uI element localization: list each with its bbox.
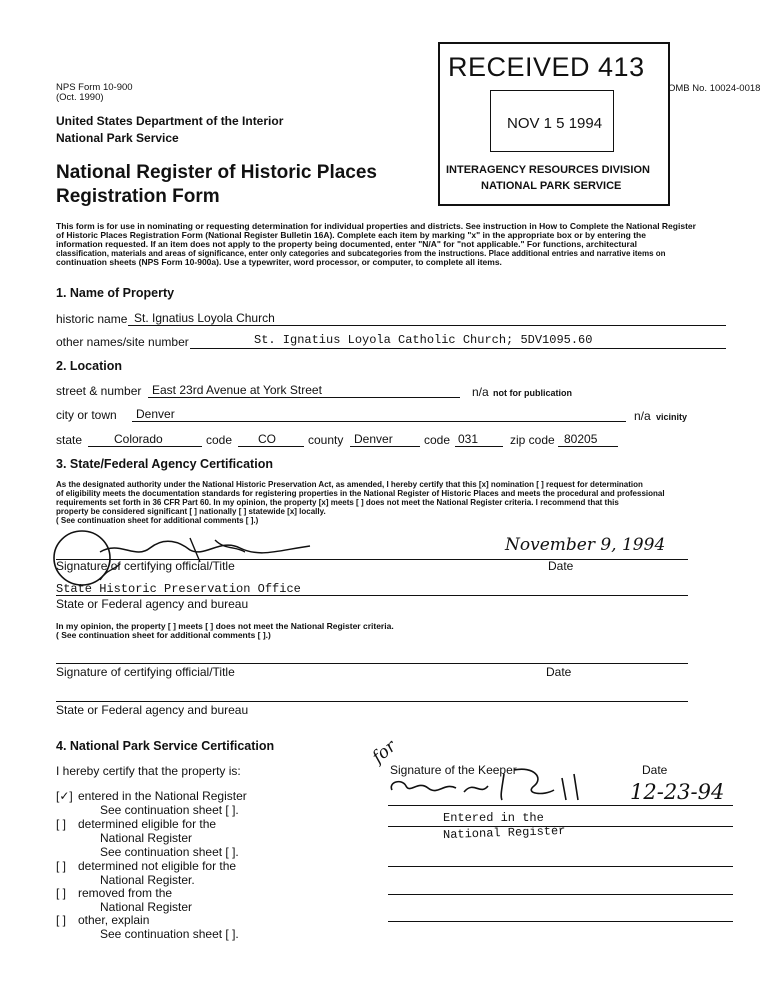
status-item-text: See continuation sheet [ ].: [100, 803, 239, 817]
street-line: [148, 397, 460, 398]
instructions-line5: continuation sheets (NPS Form 10-900a). Use a typewriter, word processor, or computer, to complete all items.: [56, 257, 502, 267]
status-item-text: National Register: [100, 831, 193, 845]
sig-label2: Signature of certifying official/Title: [56, 665, 235, 679]
keeper-date: 12-23-94: [630, 780, 725, 804]
county-line: [350, 446, 420, 447]
other-names-value[interactable]: St. Ignatius Loyola Catholic Church; 5DV1095.60: [254, 333, 593, 347]
keeper-line2: [388, 826, 733, 827]
keeper-line: [388, 805, 733, 806]
not-publication-label: not for publication: [493, 388, 572, 398]
form-title-line2: Registration Form: [56, 186, 220, 207]
street-value[interactable]: East 23rd Avenue at York Street: [152, 383, 322, 397]
historic-name-line: [128, 325, 726, 326]
signed-date: November 9, 1994: [505, 535, 666, 555]
other-names-label: other names/site number: [56, 335, 189, 349]
keeper-line5: [388, 921, 733, 922]
city-line: [132, 421, 626, 422]
instructions-line1: This form is for use in nominating or requesting determination for individual properties and districts. See instruction in How to Complete the National Register: [56, 221, 696, 231]
county-code-label: code: [424, 433, 451, 447]
sig-label1: Signature of certifying official/Title: [56, 559, 235, 573]
keeper-line3: [388, 866, 733, 867]
other-names-line: [190, 348, 726, 349]
opinion-line2: ( See continuation sheet for additional comments [ ].): [56, 630, 271, 640]
agency-line1: [56, 595, 688, 596]
street-label: street & number: [56, 384, 142, 398]
cert-line5: ( See continuation sheet for additional comments [ ].): [56, 516, 259, 525]
date-label2: Date: [546, 665, 572, 679]
vicinity-mark[interactable]: n/a: [634, 409, 651, 423]
section3-heading: 3. State/Federal Agency Certification: [56, 457, 273, 471]
historic-name-label: historic name: [56, 312, 128, 326]
state-label: state: [56, 433, 83, 447]
cert-line2: of eligibility meets the documentation standards for registering properties in the National Register of Historic Places and meets the procedural and professional: [56, 489, 665, 498]
keeper-line4: [388, 894, 733, 895]
state-value[interactable]: Colorado: [114, 432, 163, 446]
agency-label2: State or Federal agency and bureau: [56, 703, 249, 717]
status-checkbox[interactable]: [ ]: [56, 817, 67, 831]
status-checkbox[interactable]: [ ]: [56, 913, 67, 927]
historic-name-value[interactable]: St. Ignatius Loyola Church: [134, 311, 275, 325]
status-item-text: entered in the National Register: [78, 789, 247, 803]
opinion-line1: In my opinion, the property [ ] meets [ ] does not meet the National Register criteria.: [56, 621, 394, 631]
keeper-date-label: Date: [642, 763, 668, 777]
status-item-text: National Register.: [100, 873, 195, 887]
state-code-label: code: [206, 433, 233, 447]
status-item-text: removed from the: [78, 886, 173, 900]
status-item-text: determined eligible for the: [78, 817, 217, 831]
state-code-value[interactable]: CO: [258, 432, 276, 446]
form-number: NPS Form 10-900: [56, 82, 133, 93]
date-label1: Date: [548, 559, 574, 573]
certify-intro: I hereby certify that the property is:: [56, 764, 241, 778]
zip-value[interactable]: 80205: [564, 432, 598, 446]
county-value[interactable]: Denver: [354, 432, 393, 446]
instructions-line4: classification, materials and areas of significance, enter only categories and subcategories from the instructions. Place additional entries and narrative items on: [56, 249, 666, 258]
status-checkbox[interactable]: [✓]: [56, 789, 73, 803]
state-line: [88, 446, 202, 447]
keeper-label: Signature of the Keeper: [390, 763, 517, 777]
form-date: (Oct. 1990): [56, 92, 104, 103]
entered-stamp-line2: National Register: [442, 823, 566, 843]
state-code-line: [238, 446, 304, 447]
zip-label: zip code: [510, 433, 555, 447]
form-title-line1: National Register of Historic Places: [56, 162, 377, 183]
keeper-signature: [384, 760, 624, 810]
county-code-value[interactable]: 031: [458, 432, 479, 446]
county-label: county: [308, 433, 344, 447]
vicinity-label: vicinity: [656, 412, 688, 422]
stamp-date: NOV 1 5 1994: [507, 115, 603, 132]
sig-line2: [56, 663, 688, 664]
section4-heading: 4. National Park Service Certification: [56, 739, 275, 753]
not-publication-mark[interactable]: n/a: [472, 385, 489, 399]
stamp-service: NATIONAL PARK SERVICE: [481, 180, 622, 192]
agency-name: National Park Service: [56, 131, 179, 145]
status-checkbox[interactable]: [ ]: [56, 859, 67, 873]
status-item-text: See continuation sheet [ ].: [100, 927, 239, 941]
city-value[interactable]: Denver: [136, 407, 175, 421]
section1-heading: 1. Name of Property: [56, 286, 175, 300]
status-item-text: National Register: [100, 900, 193, 914]
city-label: city or town: [56, 408, 117, 422]
cert-line4: property be considered significant [ ] nationally [ ] statewide [x] locally.: [56, 507, 326, 516]
department-name: United States Department of the Interior: [56, 114, 284, 128]
agency-line2: [56, 701, 688, 702]
stamp-received: RECEIVED 413: [448, 52, 645, 82]
status-item-text: determined not eligible for the: [78, 859, 237, 873]
instructions-line2: of Historic Places Registration Form (National Register Bulletin 16A). Complete each item by marking "x" in the appropriate box or by entering the: [56, 230, 646, 240]
stamp-division: INTERAGENCY RESOURCES DIVISION: [446, 164, 650, 176]
section2-heading: 2. Location: [56, 359, 122, 373]
instructions-line3: information requested. If an item does not apply to the property being documented, enter "N/A" for "not applicable." For functions, architectural: [56, 239, 637, 249]
agency-label1: State or Federal agency and bureau: [56, 597, 249, 611]
zip-line: [558, 446, 618, 447]
for-mark: for: [368, 736, 401, 768]
entered-stamp-line1: Entered in the: [443, 811, 544, 825]
agency-value[interactable]: State Historic Preservation Office: [56, 582, 301, 596]
omb-number: OMB No. 10024-0018: [668, 83, 761, 94]
status-item-text: See continuation sheet [ ].: [100, 845, 239, 859]
cert-line3: requirements set forth in 36 CFR Part 60. In my opinion, the property [x] meets [ ] does not meet the National Register criteria. I recommend that this: [56, 498, 619, 507]
status-item-text: other, explain: [78, 913, 150, 927]
county-code-line: [455, 446, 503, 447]
status-checkbox[interactable]: [ ]: [56, 886, 67, 900]
cert-line1: As the designated authority under the National Historic Preservation Act, as amended, I hereby certify that this [x] nomination [ ] request for determination: [56, 480, 643, 489]
